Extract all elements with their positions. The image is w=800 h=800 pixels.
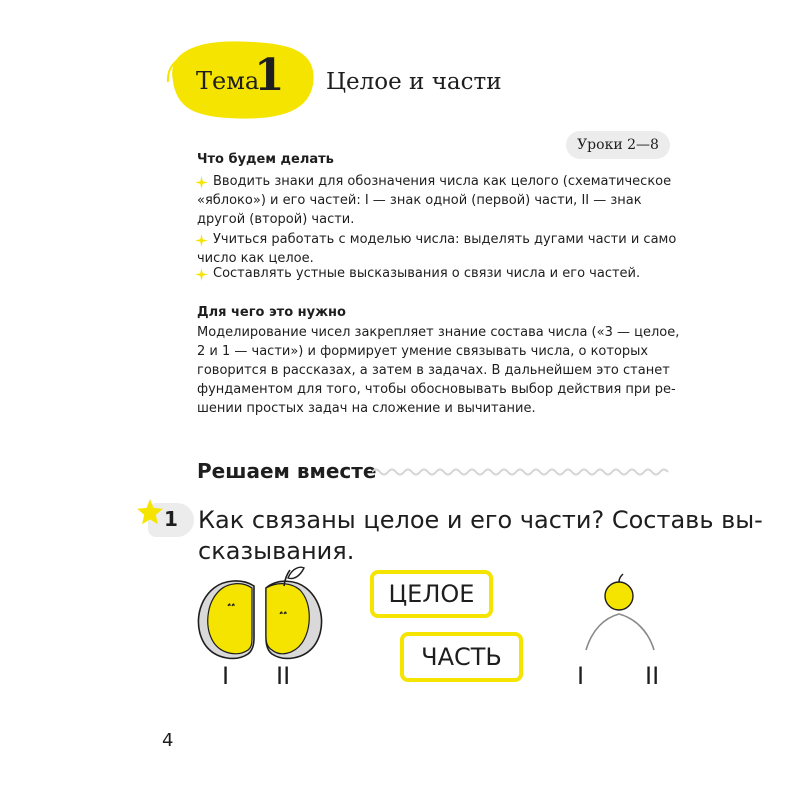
- why-needed-heading: Для чего это нужно: [197, 305, 346, 320]
- topic-number: 1: [254, 50, 285, 101]
- star-bullet-icon: [195, 234, 208, 247]
- task-number: 1: [164, 507, 178, 531]
- task-star-icon: [136, 498, 164, 526]
- task-text-line: сказывания.: [198, 537, 355, 565]
- why-needed-line: 2 и 1 — части») и формирует умение связывать числа, о которых: [197, 344, 649, 359]
- topic-title: Целое и части: [326, 69, 502, 95]
- why-needed-line: Моделирование чисел закрепляет знание состава числа («3 — целое,: [197, 325, 680, 340]
- split-apple-illustration: [192, 566, 328, 662]
- wavy-divider: [372, 466, 670, 478]
- what-we-do-line: Учиться работать с моделью числа: выделять дугами части и само: [213, 232, 677, 247]
- star-bullet-icon: [195, 268, 208, 281]
- apple-part-label-two: II: [276, 662, 291, 690]
- apple-part-label-one: I: [222, 662, 230, 690]
- what-we-do-line: другой (второй) части.: [197, 212, 355, 227]
- why-needed-line: шении простых задач на сложение и вычитание.: [197, 401, 536, 416]
- word-card-part: ЧАСТЬ: [400, 632, 523, 682]
- what-we-do-line: «яблоко») и его частей: I — знак одной (первой) части, II — знак: [197, 193, 642, 208]
- topic-label: Тема: [196, 67, 260, 95]
- lessons-badge: Уроки 2—8: [566, 131, 670, 159]
- what-we-do-line: число как целое.: [197, 251, 314, 266]
- what-we-do-line: Вводить знаки для обозначения числа как целого (схематическое: [213, 174, 672, 189]
- scheme-part-label-two: II: [645, 662, 660, 690]
- page-number: 4: [162, 730, 174, 751]
- whole-parts-scheme: [578, 572, 662, 662]
- task-text-line: Как связаны целое и его части? Составь вы-: [198, 506, 763, 534]
- why-needed-line: фундаментом для того, чтобы обосновывать выбор действия при ре-: [197, 382, 676, 397]
- what-we-do-heading: Что будем делать: [197, 152, 334, 167]
- why-needed-line: говорится в рассказах, а затем в задачах. В дальнейшем это станет: [197, 363, 670, 378]
- what-we-do-line: Составлять устные высказывания о связи числа и его частей.: [213, 266, 641, 281]
- scheme-part-label-one: I: [577, 662, 585, 690]
- word-card-whole: ЦЕЛОЕ: [370, 570, 493, 618]
- solve-together-heading: Решаем вместе: [197, 459, 377, 483]
- star-bullet-icon: [195, 176, 208, 189]
